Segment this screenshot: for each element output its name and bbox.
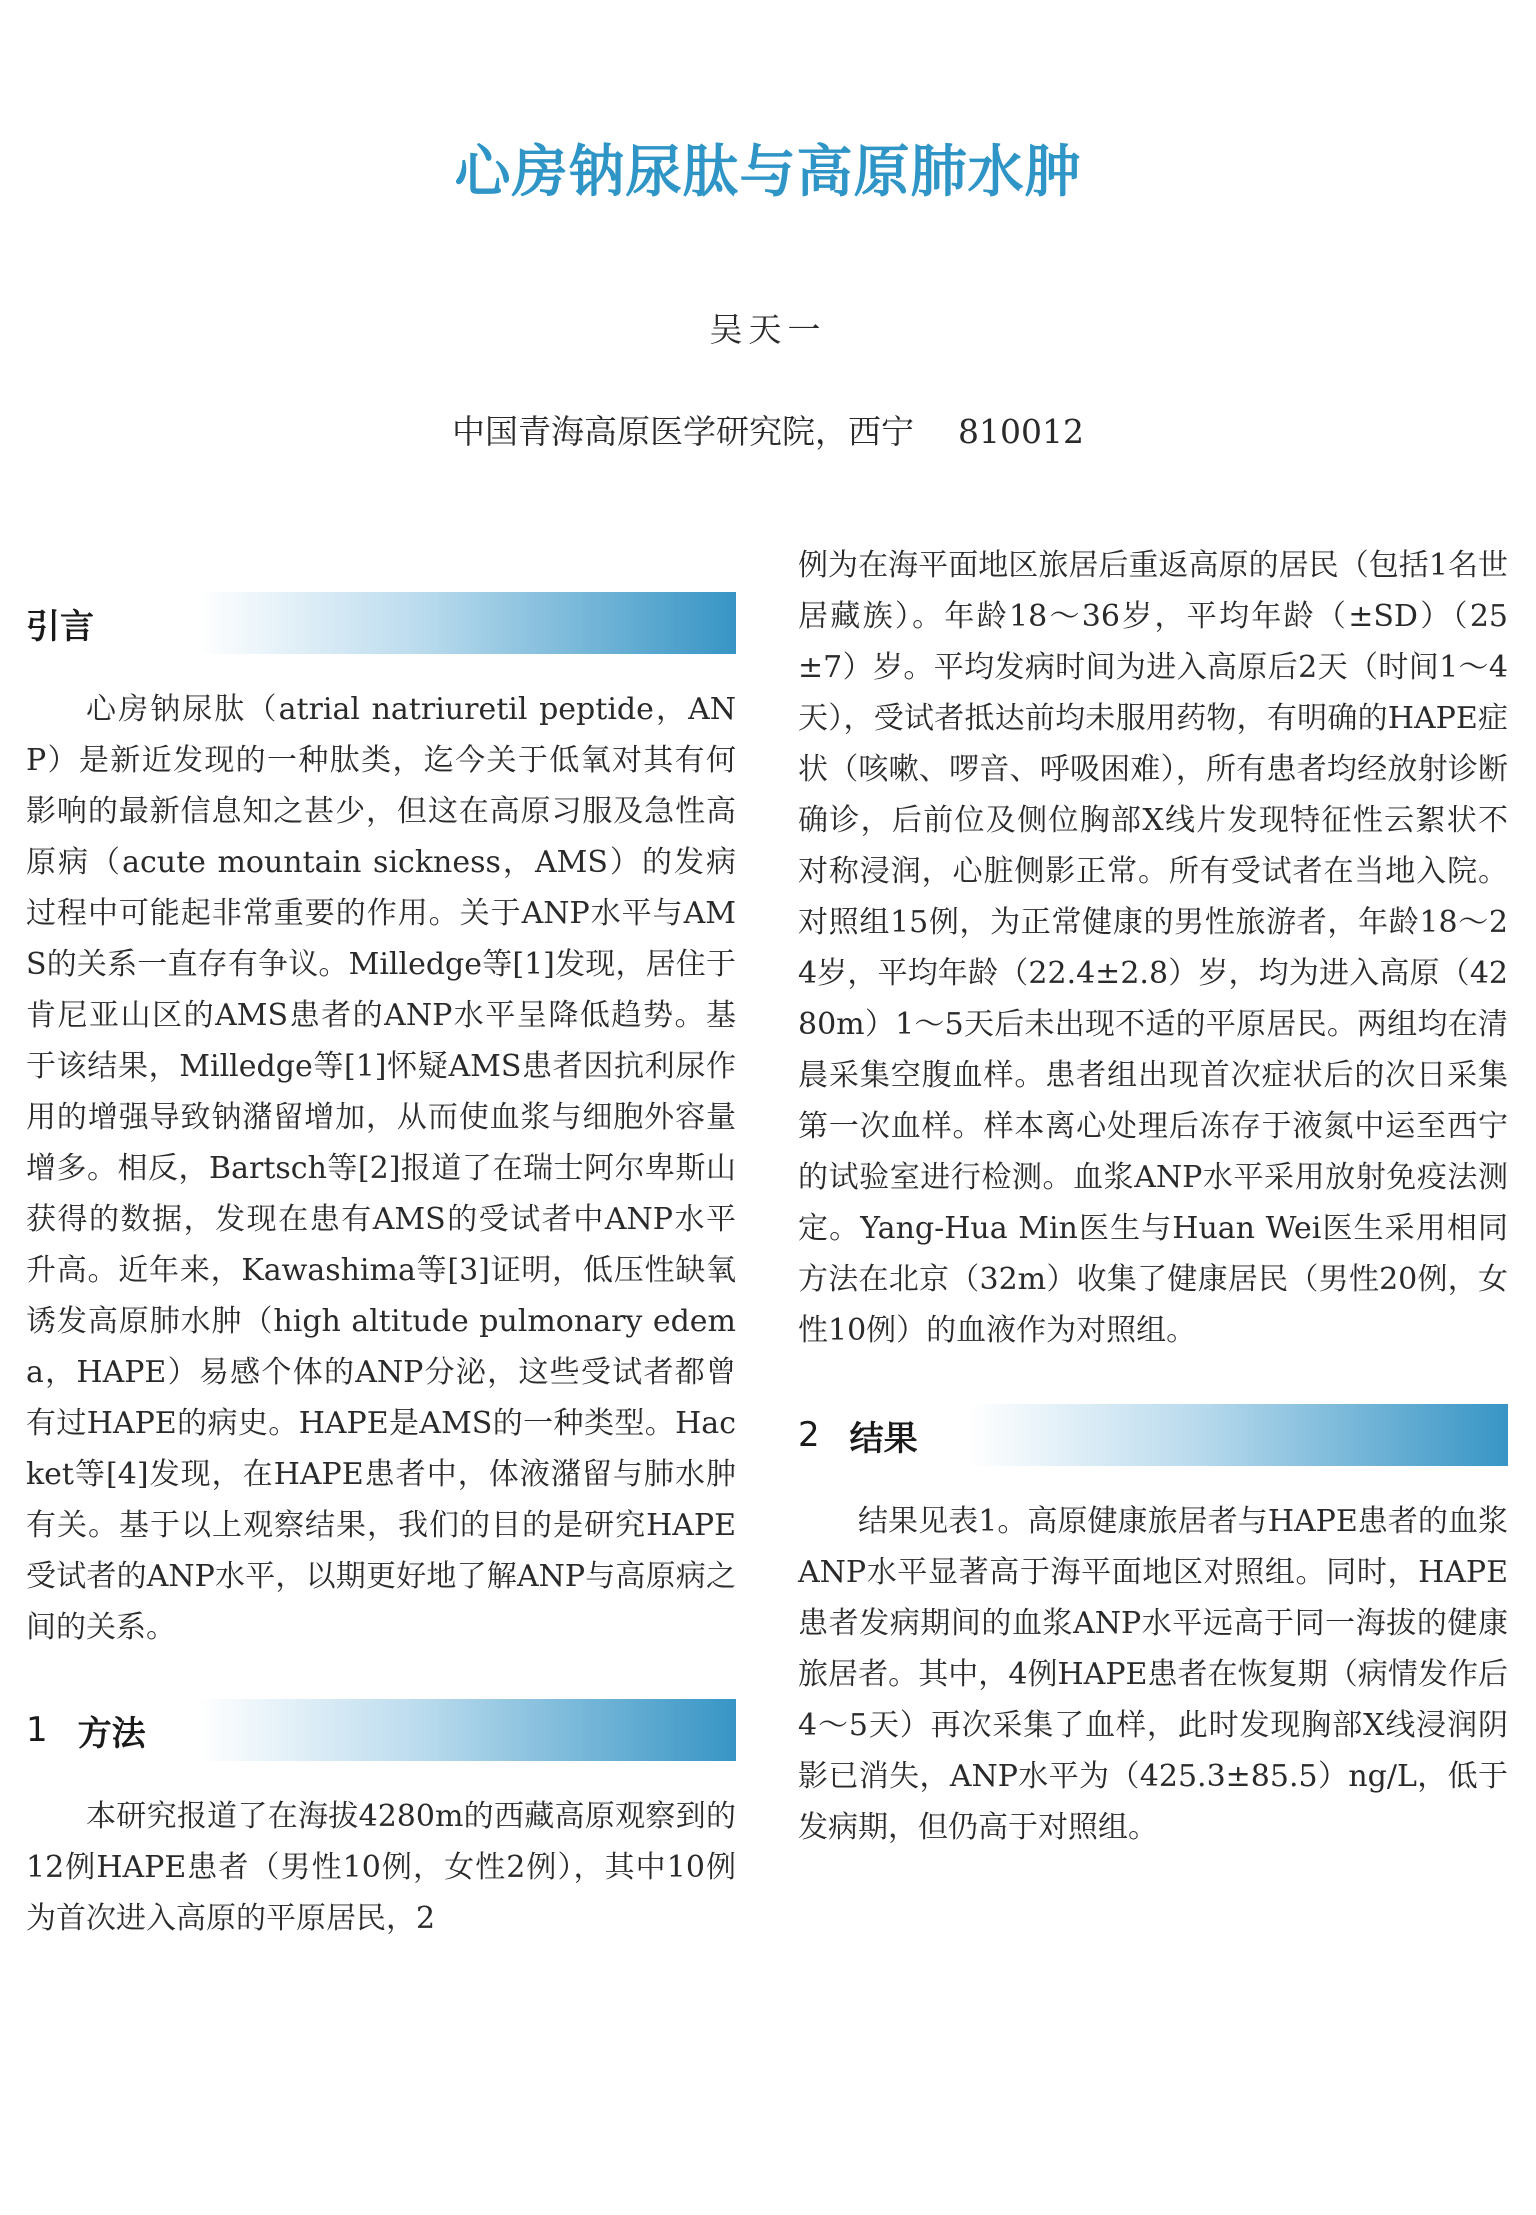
author-affiliation	[0, 406, 1536, 453]
methods-paragraph-continued: 例为在海平面地区旅居后重返高原的居民（包括1名世居藏族）。年龄18～36岁，平均年龄（±SD）（25±7）岁。平均发病时间为进入高原后2天（时间1～4天），受试者抵达前均未服用药物，有明确的HAPE症状（咳嗽、啰音、呼吸困难），所有患者均经放射诊断确诊，后前位及侧位胸部X线片发现特征性云絮状不对称浸润，心脏侧影正常。所有受试者在当地入院。对照组15例，为正常健康的男性旅游者，年龄18～24岁，平均年龄（22.4±2.8）岁，均为进入高原（4280m）1～5天后未出现不适的平原居民。两组均在清晨采集空腹血样。患者组出现首次症状后的次日采集第一次血样。样本离心处理后冻存于液氮中运至西宁的试验室进行检测。血浆ANP水平采用放射免疫法测定。Yang-Hua Min医生与Huan Wei医生采用相同方法在北京（32m）收集了健康居民（男性20例，女性10例）的血液作为对照组。	[798, 548, 1508, 1348]
intro-paragraph: 心房钠尿肽（atrial natriuretil peptide，ANP）是新近发现的一种肽类，迄今关于低氧对其有何影响的最新信息知之甚少，但这在高原习服及急性高原病（acute mountain sickness，AMS）的发病过程中可能起非常重要的作用。关于ANP水平与AMS的关系一直存有争议。Milledge等[1]发现，居住于肯尼亚山区的AMS患者的ANP水平呈降低趋势。基于该结果，Milledge等[1]怀疑AMS患者因抗利尿作用的增强导致钠潴留增加，从而使血浆与细胞外容量增多。相反，Bartsch等[2]报道了在瑞士阿尔卑斯山获得的数据，发现在患有AMS的受试者中ANP水平升高。近年来，Kawashima等[3]证明，低压性缺氧诱发高原肺水肿（high altitude pulmonary edema，HAPE）易感个体的ANP分泌，这些受试者都曾有过HAPE的病史。HAPE是AMS的一种类型。Hacket等[4]发现，在HAPE患者中，体液潴留与肺水肿有关。基于以上观察结果，我们的目的是研究HAPE受试者的ANP水平，以期更好地了解ANP与高原病之间的关系。	[26, 692, 736, 1645]
section-heading-methods: 方法	[77, 1713, 146, 1754]
author-name: 吴天一	[709, 310, 827, 349]
page-title: 心房钠尿肽与高原肺水肿	[454, 140, 1082, 205]
section-heading-intro: 引言	[26, 606, 94, 647]
left-column	[26, 592, 736, 1944]
section-number-results: 2	[798, 1415, 820, 1455]
section-heading-results: 结果	[849, 1418, 918, 1459]
section-header-intro	[26, 592, 736, 654]
methods-paragraph-start: 本研究报道了在海拔4280m的西藏高原观察到的12例HAPE患者（男性10例，女性2例），其中10例为首次进入高原的平原居民，2	[26, 1799, 736, 1936]
postcode: 810012	[958, 412, 1084, 451]
section-header-results	[798, 1404, 1508, 1466]
section-number-methods: 1	[26, 1710, 48, 1750]
institution-name: 中国青海高原医学研究院，西宁	[452, 412, 914, 451]
right-column	[798, 540, 1508, 1853]
section-header-methods	[26, 1699, 736, 1761]
results-paragraph: 结果见表1。高原健康旅居者与HAPE患者的血浆ANP水平显著高于海平面地区对照组。同时，HAPE患者发病期间的血浆ANP水平远高于同一海拔的健康旅居者。其中，4例HAPE患者在恢复期（病情发作后4～5天）再次采集了血样，此时发现胸部X线浸润阴影已消失，ANP水平为（425.3±85.5）ng/L，低于发病期，但仍高于对照组。	[798, 1504, 1508, 1845]
